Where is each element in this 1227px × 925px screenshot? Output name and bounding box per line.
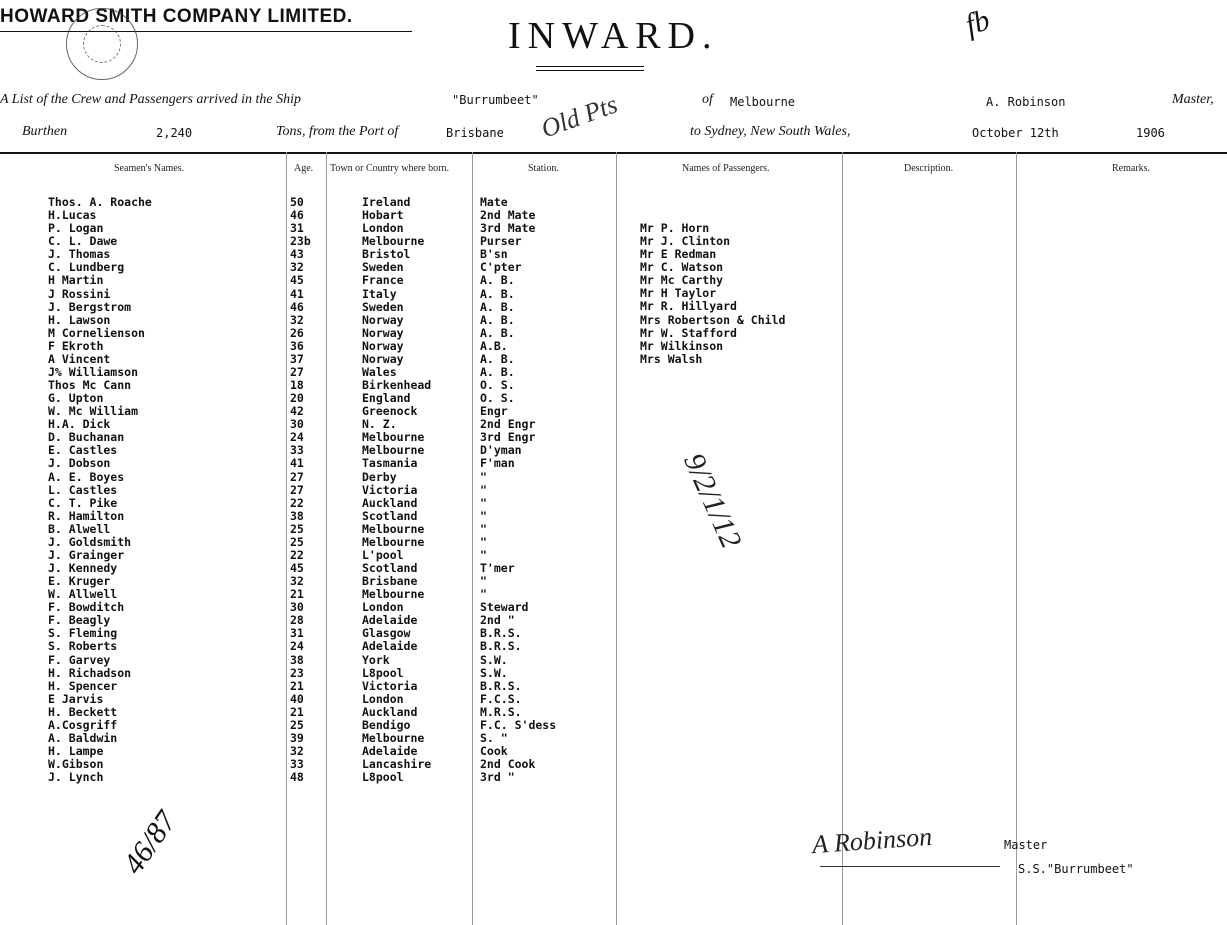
crew-station: ": [480, 521, 487, 536]
crew-name: S. Roberts: [48, 639, 118, 654]
crew-birthplace: Melbourne: [362, 521, 425, 536]
arrival-year: 1906: [1136, 126, 1165, 140]
crew-birthplace: Norway: [362, 351, 404, 366]
signature-ship: S.S."Burrumbeet": [1018, 862, 1134, 876]
crew-station: 3rd Mate: [480, 221, 536, 236]
crew-age: 20: [290, 391, 304, 406]
crew-station: 2nd Cook: [480, 757, 536, 771]
crew-birthplace: Norway: [362, 338, 404, 353]
passenger-name: Mr R. Hillyard: [640, 299, 737, 314]
crew-age: 22: [290, 547, 304, 562]
crew-name: C. Lundberg: [48, 260, 125, 275]
header-passengers: Names of Passengers.: [682, 163, 770, 174]
handwritten-port: Old Pts: [537, 89, 622, 144]
crew-station: ": [480, 587, 487, 602]
crew-station: A. B.: [480, 312, 515, 327]
crew-name: F. Beagly: [48, 613, 111, 628]
crew-age: 33: [290, 757, 304, 771]
crew-station: 2nd Mate: [480, 208, 536, 223]
crew-birthplace: Norway: [362, 312, 404, 327]
col-divider: [842, 152, 843, 925]
crew-birthplace: France: [362, 273, 404, 288]
passenger-name: Mr Mc Carthy: [640, 273, 724, 288]
signature-line: [820, 866, 1000, 867]
crew-name: Thos. A. Roache: [48, 195, 152, 209]
crew-birthplace: Birkenhead: [362, 378, 432, 392]
passenger-name: Mr W. Stafford: [640, 325, 737, 340]
crew-name: J. Lynch: [48, 770, 104, 785]
crew-name: M Cornelienson: [48, 325, 145, 340]
crew-name: C. L. Dawe: [48, 234, 118, 249]
crew-age: 28: [290, 613, 304, 628]
passenger-name: Mr Wilkinson: [640, 338, 724, 353]
crew-station: A. B.: [480, 351, 515, 366]
crew-age: 25: [290, 534, 304, 549]
crew-birthplace: Melbourne: [362, 430, 425, 445]
crew-birthplace: Ireland: [362, 195, 411, 209]
crew-name: F Ekroth: [48, 338, 104, 353]
crew-birthplace: L'pool: [362, 547, 404, 562]
of-label: of: [702, 92, 713, 107]
crew-age: 32: [290, 260, 304, 275]
crew-age: 30: [290, 600, 304, 615]
crew-birthplace: Adelaide: [362, 743, 418, 758]
crew-age: 32: [290, 743, 304, 758]
passenger-name: Mr P. Horn: [640, 221, 710, 235]
crew-name: A. Baldwin: [48, 730, 118, 745]
crew-name: L. Castles: [48, 482, 118, 497]
col-divider: [472, 152, 473, 925]
crew-age: 24: [290, 430, 304, 445]
crew-birthplace: England: [362, 391, 411, 406]
crew-birthplace: Sweden: [362, 299, 404, 314]
crew-name: R. Hamilton: [48, 508, 125, 523]
crew-name: H Martin: [48, 273, 104, 288]
crew-name: H. Lawson: [48, 312, 111, 327]
arrival-date: October 12th: [972, 126, 1059, 140]
crew-birthplace: London: [362, 691, 404, 706]
crew-station: T'mer: [480, 561, 515, 575]
crew-age: 23: [290, 665, 304, 680]
crew-station: B'sn: [480, 247, 508, 262]
crew-name: F. Garvey: [48, 652, 111, 667]
crew-station: S. ": [480, 730, 508, 745]
crew-name: J. Dobson: [48, 456, 111, 471]
crew-age: 38: [290, 652, 304, 667]
crew-name: H. Lampe: [48, 743, 104, 758]
crew-name: E Jarvis: [48, 691, 104, 706]
crew-birthplace: Tasmania: [362, 456, 418, 471]
crew-station: ": [480, 495, 487, 510]
crew-station: A.B.: [480, 338, 508, 353]
crew-station: ": [480, 547, 487, 562]
crew-station: F.C. S'dess: [480, 717, 557, 732]
master-signature: A Robinson: [811, 821, 933, 860]
title-rule-2: [536, 70, 644, 71]
crew-age: 46: [290, 208, 304, 223]
crew-age: 33: [290, 443, 304, 458]
crew-station: ": [480, 574, 487, 588]
crew-station: Mate: [480, 195, 508, 209]
crew-station: B.R.S.: [480, 626, 522, 641]
crew-name: S. Fleming: [48, 626, 118, 641]
handwritten-fraction: 46/87: [116, 805, 183, 881]
crew-station: A. B.: [480, 325, 515, 340]
passenger-name: Mr H Taylor: [640, 286, 717, 301]
crew-name: H. Beckett: [48, 704, 118, 719]
crew-name: J. Grainger: [48, 547, 125, 562]
crew-birthplace: Adelaide: [362, 613, 418, 628]
crew-station: S.W.: [480, 665, 508, 680]
crew-birthplace: Wales: [362, 364, 397, 379]
master-label: Master,: [1172, 92, 1214, 107]
crew-station: F'man: [480, 456, 515, 471]
crew-name: J. Kennedy: [48, 561, 118, 575]
crew-age: 30: [290, 417, 304, 432]
crew-birthplace: Lancashire: [362, 757, 432, 771]
crew-age: 21: [290, 678, 304, 693]
crew-birthplace: Melbourne: [362, 234, 425, 249]
handwritten-date-note: 9/2/1/12: [677, 448, 748, 554]
crew-station: S.W.: [480, 652, 508, 667]
crew-age: 48: [290, 770, 304, 785]
header-age: Age.: [294, 163, 314, 174]
passenger-name: Mr C. Watson: [640, 260, 724, 275]
crew-name: C. T. Pike: [48, 495, 118, 510]
crew-name: J. Goldsmith: [48, 534, 132, 549]
passenger-name: Mrs Walsh: [640, 351, 703, 366]
crew-name: A Vincent: [48, 351, 111, 366]
crew-name: G. Upton: [48, 391, 104, 406]
master-name: A. Robinson: [986, 95, 1066, 109]
crew-station: C'pter: [480, 260, 522, 275]
crew-birthplace: Derby: [362, 469, 397, 484]
header-description: Description.: [904, 163, 954, 174]
crew-station: D'yman: [480, 443, 522, 458]
crew-name: W. Allwell: [48, 587, 118, 602]
crew-age: 50: [290, 195, 304, 209]
crew-name: P. Logan: [48, 221, 104, 236]
crew-birthplace: Hobart: [362, 208, 404, 223]
title-rule: [536, 66, 644, 67]
crew-birthplace: N. Z.: [362, 417, 397, 432]
crew-name: H.A. Dick: [48, 417, 111, 432]
crew-birthplace: L8pool: [362, 770, 404, 785]
crew-birthplace: Norway: [362, 325, 404, 340]
crew-station: 2nd ": [480, 613, 515, 628]
crew-station: B.R.S.: [480, 639, 522, 654]
crew-birthplace: Greenock: [362, 404, 418, 419]
list-prefix: A List of the Crew and Passengers arrived in the Ship: [0, 92, 301, 107]
crew-name: F. Bowditch: [48, 600, 125, 615]
crew-station: B.R.S.: [480, 678, 522, 693]
crew-birthplace: Adelaide: [362, 639, 418, 654]
crew-station: A. B.: [480, 299, 515, 314]
crew-name: W.Gibson: [48, 757, 104, 771]
tons-label: Tons, from the Port of: [276, 124, 399, 139]
crew-age: 31: [290, 221, 304, 236]
crew-age: 26: [290, 325, 304, 340]
company-name: HOWARD SMITH COMPANY LIMITED.: [0, 6, 353, 27]
crew-station: Engr: [480, 404, 508, 419]
crew-station: A. B.: [480, 286, 515, 301]
col-divider: [286, 152, 287, 925]
crew-age: 18: [290, 378, 304, 392]
crew-name: B. Alwell: [48, 521, 111, 536]
crew-age: 22: [290, 495, 304, 510]
crew-birthplace: Bristol: [362, 247, 411, 262]
crew-birthplace: York: [362, 652, 390, 667]
crew-birthplace: London: [362, 221, 404, 236]
crew-station: A. B.: [480, 273, 515, 288]
crew-birthplace: Italy: [362, 286, 397, 301]
passenger-name: Mrs Robertson & Child: [640, 312, 786, 327]
crew-name: J Rossini: [48, 286, 111, 301]
crew-age: 36: [290, 338, 304, 353]
crew-age: 24: [290, 639, 304, 654]
crew-name: H. Richadson: [48, 665, 132, 680]
crew-birthplace: Melbourne: [362, 587, 425, 602]
crew-birthplace: Brisbane: [362, 574, 418, 588]
crew-station: O. S.: [480, 378, 515, 392]
crew-birthplace: London: [362, 600, 404, 615]
passenger-name: Mr J. Clinton: [640, 234, 731, 249]
crew-birthplace: Sweden: [362, 260, 404, 275]
crew-name: J. Thomas: [48, 247, 111, 262]
crew-age: 41: [290, 456, 304, 471]
crew-name: W. Mc William: [48, 404, 139, 419]
crew-station: ": [480, 482, 487, 497]
header-station: Station.: [528, 163, 559, 174]
crew-birthplace: Victoria: [362, 482, 418, 497]
crew-birthplace: Victoria: [362, 678, 418, 693]
crew-station: Steward: [480, 600, 529, 615]
burthen-label: Burthen: [22, 124, 68, 139]
from-port: Brisbane: [446, 126, 504, 140]
crew-station: 3rd Engr: [480, 430, 536, 445]
crew-birthplace: Bendigo: [362, 717, 411, 732]
crew-station: A. B.: [480, 364, 515, 379]
crew-age: 27: [290, 364, 304, 379]
crew-age: 32: [290, 312, 304, 327]
customs-stamp: [66, 8, 138, 80]
crew-name: H. Spencer: [48, 678, 118, 693]
crew-age: 27: [290, 469, 304, 484]
crew-name: A.Cosgriff: [48, 717, 118, 732]
crew-station: ": [480, 469, 487, 484]
crew-birthplace: Scotland: [362, 508, 418, 523]
crew-station: M.R.S.: [480, 704, 522, 719]
document-title: INWARD.: [508, 15, 719, 57]
crew-birthplace: Auckland: [362, 495, 418, 510]
crew-birthplace: Scotland: [362, 561, 418, 575]
crew-age: 25: [290, 717, 304, 732]
col-divider: [326, 152, 327, 925]
crew-birthplace: Melbourne: [362, 443, 425, 458]
crew-age: 31: [290, 626, 304, 641]
crew-age: 43: [290, 247, 304, 262]
crew-name: D. Buchanan: [48, 430, 125, 445]
company-underline: [0, 31, 412, 32]
crew-station: O. S.: [480, 391, 515, 406]
crew-age: 37: [290, 351, 304, 366]
crew-name: J% Williamson: [48, 364, 139, 379]
signature-role: Master: [1004, 838, 1048, 852]
crew-station: 2nd Engr: [480, 417, 536, 432]
crew-name: Thos Mc Cann: [48, 378, 132, 392]
crew-age: 21: [290, 587, 304, 602]
crew-station: Cook: [480, 743, 508, 758]
col-divider: [1016, 152, 1017, 925]
col-divider: [616, 152, 617, 925]
crew-station: 3rd ": [480, 770, 515, 785]
crew-station: ": [480, 534, 487, 549]
crew-age: 41: [290, 286, 304, 301]
corner-initials: fb: [961, 3, 994, 42]
crew-station: Purser: [480, 234, 522, 249]
crew-age: 38: [290, 508, 304, 523]
destination-label: to Sydney, New South Wales,: [690, 124, 851, 139]
crew-birthplace: Glasgow: [362, 626, 411, 641]
crew-age: 40: [290, 691, 304, 706]
table-top-rule: [0, 152, 1227, 154]
crew-age: 46: [290, 299, 304, 314]
crew-station: F.C.S.: [480, 691, 522, 706]
crew-name: E. Kruger: [48, 574, 111, 588]
crew-birthplace: Auckland: [362, 704, 418, 719]
burthen-value: 2,240: [156, 126, 193, 140]
header-remarks: Remarks.: [1112, 163, 1151, 174]
crew-age: 42: [290, 404, 304, 419]
crew-age: 45: [290, 561, 304, 575]
ship-name: "Burrumbeet": [452, 93, 539, 107]
crew-age: 23b: [290, 234, 311, 249]
ship-port: Melbourne: [730, 95, 796, 109]
crew-age: 39: [290, 730, 304, 745]
crew-age: 45: [290, 273, 304, 288]
header-seamen-names: Seamen's Names.: [114, 163, 185, 174]
crew-age: 21: [290, 704, 304, 719]
header-birthplace: Town or Country where born.: [330, 163, 449, 174]
crew-name: J. Bergstrom: [48, 299, 132, 314]
crew-station: ": [480, 508, 487, 523]
crew-birthplace: L8pool: [362, 665, 404, 680]
crew-birthplace: Melbourne: [362, 534, 425, 549]
passenger-name: Mr E Redman: [640, 247, 717, 262]
crew-name: E. Castles: [48, 443, 118, 458]
crew-age: 32: [290, 574, 304, 588]
crew-name: H.Lucas: [48, 208, 97, 223]
crew-name: A. E. Boyes: [48, 469, 125, 484]
crew-age: 27: [290, 482, 304, 497]
crew-birthplace: Melbourne: [362, 730, 425, 745]
crew-age: 25: [290, 521, 304, 536]
